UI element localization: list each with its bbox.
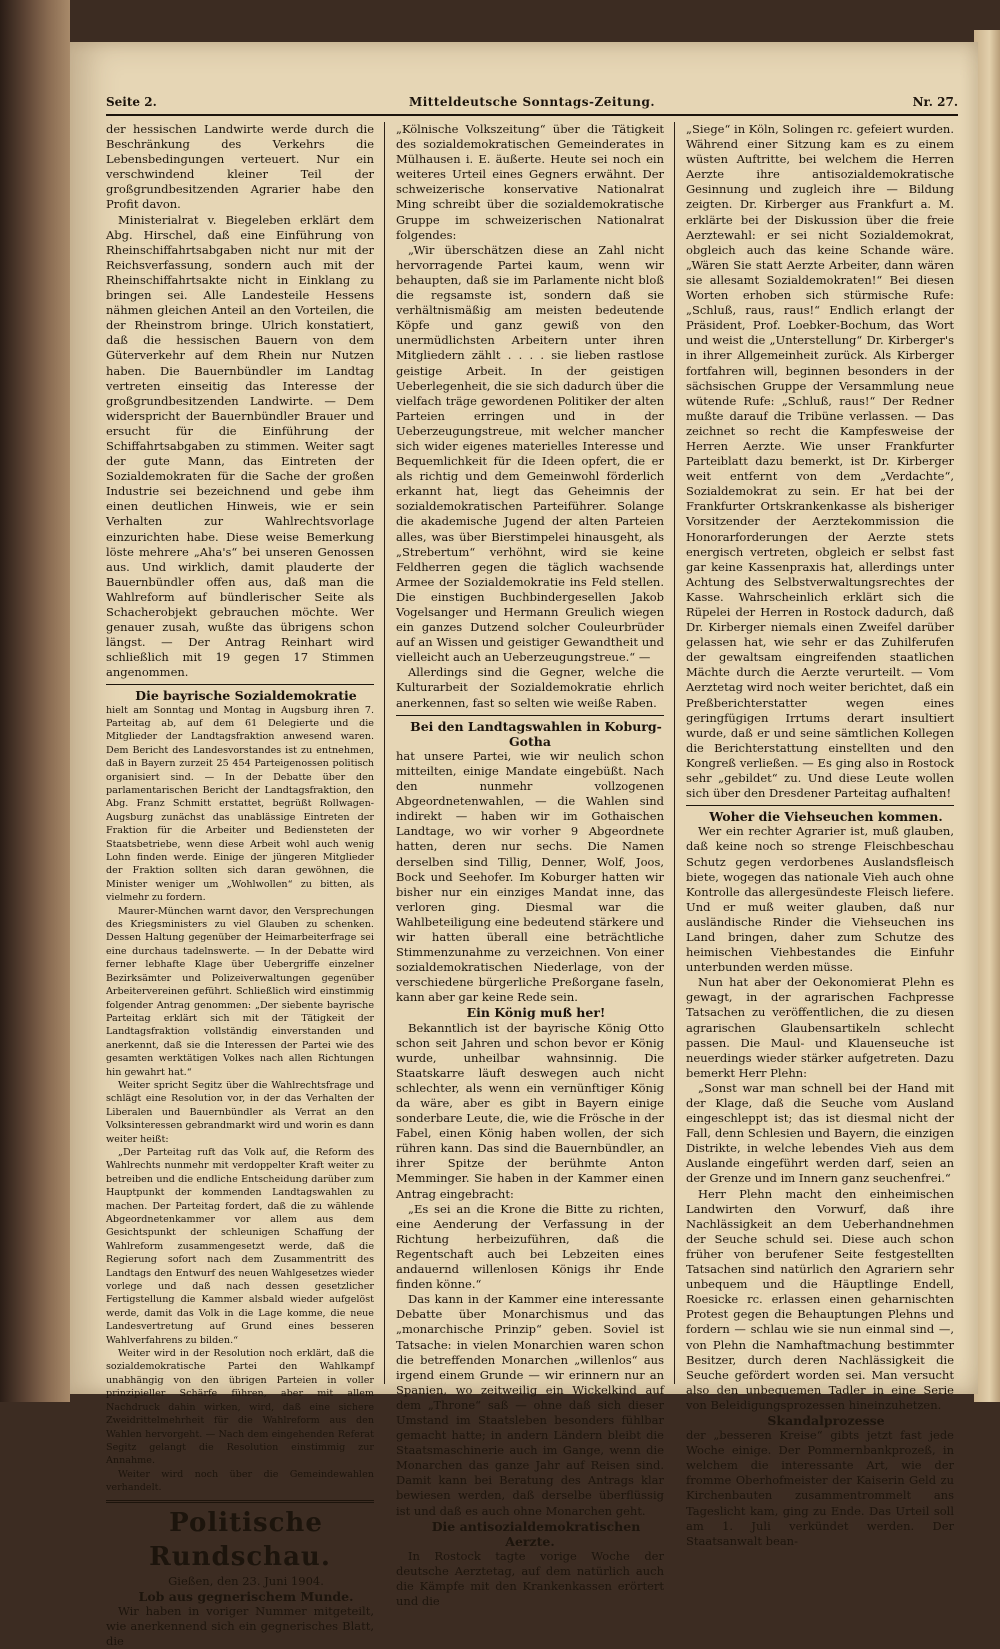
article-paragraph: hielt am Sonntag und Montag in Augsburg ihren 7. Parteitag ab, auf dem 61 Delegierte und die Mitglieder der Landtagsfraktion anwesend waren. Dem Bericht des Landesvorstandes ist zu entnehmen, daß in Bayern zurzeit 25 454 Parteigenossen politisch organisiert sind. — In der Debatte über den parlamentarischen Bericht der Landtagsfraktion, den Abg. Franz Schmitt erstattet, begrüßt Rollwagen-Augsburg zunächst das unablässige Eintreten der Fraktion für die Arbeiter und Bediensteten der Staatsbetriebe, wenn diese Arbeit wohl auch wenig Lohn finden werde. Einige der jüngeren Mitglieder der Fraktion sollten sich daran gewöhnen, die Minister weniger um „Wohlwollen“ zu bitten, als vielmehr zu fordern.	[106, 704, 374, 904]
newspaper-title: Mitteldeutsche Sonntags-Zeitung.	[408, 95, 656, 109]
article-headline: Die bayrische Sozialdemokratie	[135, 688, 357, 704]
book-spine	[0, 0, 70, 1402]
article-paragraph: Weiter wird in der Resolution noch erklärt, daß die sozialdemokratische Partei den Wahlkampf unabhängig von den übrigen Parteien in voller prinzipieller Schärfe führen, aber mit allem Nachdruck dahin wirken, wird, daß eine sichere Zweidrittelmehrheit für die Wahlreform aus den Wahlen hervorgeht. — Nach dem eingehenden Referat Segitz gelangt die Resolution einstimmig zur Annahme.	[106, 1348, 374, 1467]
article-headline: Die antisozialdemokratischen Aerzte.	[431, 1518, 641, 1549]
article-paragraph: „Siege“ in Köln, Solingen rc. gefeiert wurden. Während einer Sitzung kam es zu einem wüsten Auftritte, bei welchem die Herren Aerzte ihre antisozialdemokratische Gesinnung und zugleich ihre — Bildung zeigten. Dr. Kirberger aus Frankfurt a. M. erklärte bei der Diskussion über die freie Aerztewahl: er sei nicht Sozialdemokrat, obgleich auch das keine Schande wäre. „Wären Sie statt Aerzte Arbeiter, dann wären sie allesamt Sozialdemokraten!“ Bei diesen Worten erhoben sich stürmische Rufe: „Schluß, raus, raus!“ Endlich erlangt der Präsident, Prof. Loebker-Bochum, das Wort und weist die „Unterstellung“ Dr. Kirberger's in ihrer Allgemeinheit zurück. Als Kirberger fortfahren will, beginnen besonders in der sächsischen Gruppe der Versammlung neue wütende Rufe: „Schluß, raus!“ Der Redner mußte darauf die Tribüne verlassen. — Das zeichnet so recht die Kampfesweise der Herren Aerzte. Wie unser Frankfurter Parteiblatt dazu bemerkt, ist Dr. Kirberger weit entfernt von dem „Verdachte“, Sozialdemokrat zu sein. Er hat bei der Frankfurter Ortskrankenkasse als bisheriger Vorsitzender der Aerztekommission die Honorarforderungen der Aerzte stets energisch vertreten, obgleich er selbst fast gar keine Kassenpraxis hat, allerdings unter Achtung des Selbstverwaltungsrechtes der Kasse. Wahrscheinlich erklärt sich die Rüpelei der Herren in Rostock dadurch, daß Dr. Kirberger niemals einen Zweifel darüber gelassen hat, wie sehr er das Zuhilferufen der gewaltsam eingreifenden staatlichen Mächte durch die Aerzte verurteilt. — Vom Aerztetag wird noch weiter berichtet, daß ein Preßberichterstatter wegen eines geringfügigen Irrtums derart insultiert wurde, daß er und seine sämtlichen Kollegen die Berichterstattung einstellten und den Kongreß verließen. — Es ging also in Rostock sehr „gebildet“ zu. Und diese Leute wollen sich über den Dresdener Parteitag aufhalten!	[686, 122, 954, 801]
article-paragraph: Weiter spricht Segitz über die Wahlrechtsfrage und schlägt eine Resolution vor, in der das Verhalten der Liberalen und Bauernbündler als Verrat an den Volksinteressen gebrandmarkt wird und worin es dann weiter heißt:	[106, 1079, 374, 1145]
article-paragraph: der „besseren Kreise“ gibts jetzt fast jede Woche einige. Der Pommernbankprozeß, in welchem die interessante Art, wie der fromme Oberhofmeister der Kaiserin Geld zu Kirchenbauten zusammentrommelt ans Tageslicht kam, ging zu Ende. Das Urteil soll am 1. Juli verkündet werden. Der Staatsanwalt bean-	[686, 1428, 954, 1548]
divider	[106, 684, 374, 685]
quoted-paragraph: „Der Parteitag ruft das Volk auf, die Reform des Wahlrechts nunmehr mit verdoppelter Kraft weiter zu betreiben und die endliche Entscheidung darüber zum Hauptpunkt der kommenden Landtagswahlen zu machen. Der Parteitag fordert, daß die zu wählende Abgeordnetenkammer vor allem aus dem Gesichtspunkt der schleunigen Schaffung der Wahlreform zusammengesetzt werde, daß die Regierung sofort nach dem Zusammentritt des Landtags den Entwurf des neuen Wahlgesetzes wieder vorlege und daß nach dessen gesetzlicher Fertigstellung die Kammer alsbald wieder aufgelöst werde, damit das Volk in die Lage komme, die neue Landesvertretung auf Grund eines besseren Wahlverfahrens zu bilden.“	[106, 1146, 374, 1346]
article-headline: Bei den Landtagswahlen in Koburg-Gotha	[410, 718, 662, 749]
divider	[686, 805, 954, 806]
newspaper-page	[70, 42, 978, 1648]
column-1	[106, 122, 374, 1648]
page-number: Seite 2.	[106, 95, 157, 109]
article-paragraph: Maurer-München warnt davor, den Versprechungen des Kriegsministers zu viel Glauben zu schenken. Dessen Haltung gegenüber der Heimarbeiterfrage sei eine durchaus tadelnswerte. — In der Debatte wird ferner lebhafte Klage über Uebergriffe einzelner Bezirksämter und Polizeiverwaltungen gegenüber Arbeitervereinen geführt. Schließlich wird einstimmig folgender Antrag genommen: „Der siebente bayrische Parteitag erklärt sich mit der Tätigkeit der Landtagsfraktion vollständig einverstanden und anerkennt, daß sie die Interessen der Partei wie des gesamten werktätigen Volkes nach allen Richtungen hin gewahrt hat.“	[106, 905, 374, 1078]
article-paragraph: der hessischen Landwirte werde durch die Beschränkung des Verkehrs die Lebensbedingungen verteuert. Nur ein verschwindend kleiner Teil der großgrundbesitzenden Agrarier habe den Profit davon.	[106, 122, 374, 212]
article-paragraph: In Rostock tagte vorige Woche der deutsche Aerztetag, auf dem natürlich auch die Kämpfe mit den Krankenkassen erörtert und die	[396, 1548, 664, 1609]
divider	[396, 715, 664, 716]
article-paragraph: Allerdings sind die Gegner, welche die Kulturarbeit der Sozialdemokratie ehrlich anerkennen, fast so selten wie weiße Raben.	[396, 665, 664, 710]
dateline: Gießen, den 23. Juni 1904.	[168, 1573, 324, 1588]
column-2	[396, 122, 664, 1609]
column-3	[686, 122, 954, 1548]
issue-number: Nr. 27.	[912, 95, 958, 109]
page-header	[106, 92, 958, 116]
article-paragraph: hat unsere Partei, wie wir neulich schon mitteilten, einige Mandate eingebüßt. Nach den nunmehr vollzogenen Abgeordnetenwahlen, — die Wahlen sind indirekt — haben wir im Gothaischen Landtage, wo wir vorher 9 Abgeordnete hatten, deren nur sechs. Die Namen derselben sind Tillig, Denner, Wolf, Joos, Bock und Seehofer. Im Koburger hatten wir bisher nur ein einziges Mandat inne, das verloren ging. Diesmal war die Wahlbeteiligung eine bedeutend stärkere und wir hatten überall eine beträchtliche Stimmenzunahme zu verzeichnen. Von einer sozialdemokratischen Niederlage, von der verschiedene bürgerliche Preßorgane faseln, kann aber gar keine Rede sein.	[396, 748, 664, 1005]
article-paragraph: Wir haben in voriger Nummer mitgeteilt, wie anerkennend sich ein gegnerisches Blatt, die	[106, 1603, 374, 1648]
article-paragraph: Weiter wird noch über die Gemeindewahlen verhandelt.	[106, 1468, 374, 1494]
quoted-paragraph: „Sonst war man schnell bei der Hand mit der Klage, daß die Seuche vom Ausland eingeschleppt ist; das ist diesmal nicht der Fall, denn Schlesien und Bayern, die einzigen Distrikte, in welche lebendes Vieh aus dem Auslande eingeführt werden darf, seien an der Grenze und im Innern ganz seuchenfrei.“	[686, 1080, 954, 1186]
section-divider	[106, 1500, 374, 1503]
article-headline: Ein König muß her!	[466, 1005, 606, 1021]
article-headline: Lob aus gegnerischem Munde.	[138, 1588, 354, 1604]
article-paragraph: Herr Plehn macht den einheimischen Landwirten den Vorwurf, daß ihre Nachlässigkeit an dem Ueberhandnehmen der Seuche schuld sei. Diese auch schon früher von berufener Seite festgestellten Tatsachen sind natürlich den Agrariern sehr unbequem und die Häuptlinge Endell, Roesicke rc. erlassen einen geharnischten Protest gegen die Behauptungen Plehns und fordern — schlau wie sie nun einmal sind —, von Plehn die Namhaftmachung bestimmter Besitzer, durch deren Nachlässigkeit die Seuche gefördert worden sei. Man versucht also den unbequemen Tadler in eine Serie von Beleidigungsprozessen hineinzuhetzen.	[686, 1186, 954, 1412]
article-headline: Woher die Viehseuchen kommen.	[709, 809, 943, 825]
article-headline: Skandalprozesse	[767, 1412, 885, 1428]
article-paragraph: „Kölnische Volkszeitung“ über die Tätigkeit des sozialdemokratischen Gemeinderates in Mülhausen i. E. äußerte. Heute sei noch ein weiteres Urteil eines Gegners erwähnt. Der schweizerische konservative Nationalrat Ming schreibt über die sozialdemokratische Gruppe im schweizerischen Nationalrat folgendes:	[396, 122, 664, 242]
column-rule	[674, 122, 675, 1384]
article-paragraph: Das kann in der Kammer eine interessante Debatte über Monarchismus und das „monarchische Prinzip“ geben. Soviel ist Tatsache: in vielen Monarchien waren schon die betreffenden Monarchen „willenlos“ aus irgend einem Grunde — wir erinnern nur an Spanien, wo zeitweilig ein Wickelkind auf dem „Throne“ saß — ohne daß sich dieser Umstand im Staatsleben besonders fühlbar gemacht hatte; in andern Ländern bleibt die Staatsmaschinerie auch im Gange, wenn die Monarchen das ganze Jahr auf Reisen sind. Damit kann bei Beratung des Antrags klar bewiesen werden, daß derselbe überflüssig ist und daß es auch ohne Monarchen geht.	[396, 1292, 664, 1518]
article-paragraph: Bekanntlich ist der bayrische König Otto schon seit Jahren und schon bevor er König wurde, unheilbar wahnsinnig. Die Staatskarre läuft deswegen auch nicht schlechter, als wenn ein vernünftiger König da wäre, aber es gibt in Bayern einige sonderbare Leute, die, wie die Frösche in der Fabel, einen König haben wollen, der sich rühren kann. Das sind die Bauernbündler, an ihrer Spitze der berühmte Anton Memminger. Sie haben in der Kammer einen Antrag eingebracht:	[396, 1020, 664, 1201]
article-paragraph: Nun hat aber der Oekonomierat Plehn es gewagt, in der agrarischen Fachpresse Tatsachen zu veröffentlichen, die zu diesen agrarischen Glaubensartikeln schlecht passen. Die Maul- und Klauenseuche ist neuerdings wieder stärker aufgetreten. Dazu bemerkt Herr Plehn:	[686, 975, 954, 1080]
quoted-paragraph: „Es sei an die Krone die Bitte zu richten, eine Aenderung der Verfassung in der Richtung herbeizuführen, daß die Regentschaft auch bei Lebzeiten eines andauernd willenlosen Königs ihr Ende finden könne.“	[396, 1201, 664, 1292]
article-paragraph: Wer ein rechter Agrarier ist, muß glauben, daß keine noch so strenge Fleischbeschau Schutz gegen verdorbenes Auslandsfleisch biete, wogegen das nationale Vieh auch ohne Kontrolle das allergesündeste Fleisch liefere. Und er muß weiter glauben, daß nur ausländische Rinder die Viehseuchen ins Land bringen, daher zum Schutze des heimischen Viehbestandes die Einfuhr unterbunden werden müsse.	[686, 824, 954, 975]
article-paragraph: Ministerialrat v. Biegeleben erklärt dem Abg. Hirschel, daß eine Einführung von Rheinschiffahrtsabgaben nicht nur mit der Reichsverfassung, sondern auch mit der Rheinschiffahrtsakte nicht in Einklang zu bringen sei. Alle Landesteile Hessens nähmen gleichen Anteil an den Vorteilen, die der Rheinstrom bringe. Ulrich konstatiert, daß die hessischen Bauern von dem Güterverkehr auf dem Rhein nur Nutzen haben. Die Bauernbündler im Landtag vertreten einseitig das Interesse der großgrundbesitzenden Landwirte. — Dem widerspricht der Bauernbündler Brauer und ersucht für die Einführung der Schiffahrtsabgaben zu stimmen. Weiter sagt der gute Mann, das Eintreten der Sozialdemokraten für die Sache der großen Industrie sei bezeichnend und gebe ihm einen deutlichen Hinweis, wie er sein Verhalten zur Wahlrechtsvorlage einzurichten habe. Diese weise Bemerkung löste mehrere „Aha's“ bei unseren Genossen aus. Und wirklich, damit plauderte der Bauernbündler offen aus, daß man die Wahlreform auf bündlerischer Seite als Schacherobjekt gebrauchen möchte. Wer genauer zusah, wußte das übrigens schon längst. — Der Antrag Reinhart wird schließlich mit 19 gegen 17 Stimmen angenommen.	[106, 212, 374, 680]
column-rule	[384, 122, 385, 1384]
quoted-paragraph: „Wir überschätzen diese an Zahl nicht hervorragende Partei kaum, wenn wir behaupten, daß sie im Parlamente nicht bloß die regsamste ist, sondern daß sie verhältnismäßig am meisten bedeutende Köpfe und ganz gewiß von den unermüdlichsten Arbeitern unter ihren Mitgliedern zählt . . . . sie lieben rastlose geistige Arbeit. In der geistigen Ueberlegenheit, die sie sich dadurch über die vielfach träge gewordenen Politiker der alten Parteien erringen und in der Ueberzeugungstreue, mit welcher mancher sich wider eigenes materielles Interesse und Bequemlichkeit für die Ideen opfert, die er als richtig und dem Gemeinwohl förderlich erkannt hat, liegt das Geheimnis der sozialdemokratischen Parteiführer. Solange die akademische Jugend der alten Parteien alles, was über Bierstimpelei hinausgeht, als „Strebertum“ verhöhnt, wird sie keine Feldherren gegen die täglich wachsende Armee der Sozialdemokratie ins Feld stellen. Die einstigen Buchbindergesellen Jakob Vogelsanger und Hermann Greulich wiegen ein ganzes Dutzend solcher Couleurbrüder auf an Wissen und geistiger Gewandtheit und vielleicht auch an Ueberzeugungstreue.“ —	[396, 242, 664, 665]
section-title: Politische Rundschau.	[149, 1507, 331, 1572]
